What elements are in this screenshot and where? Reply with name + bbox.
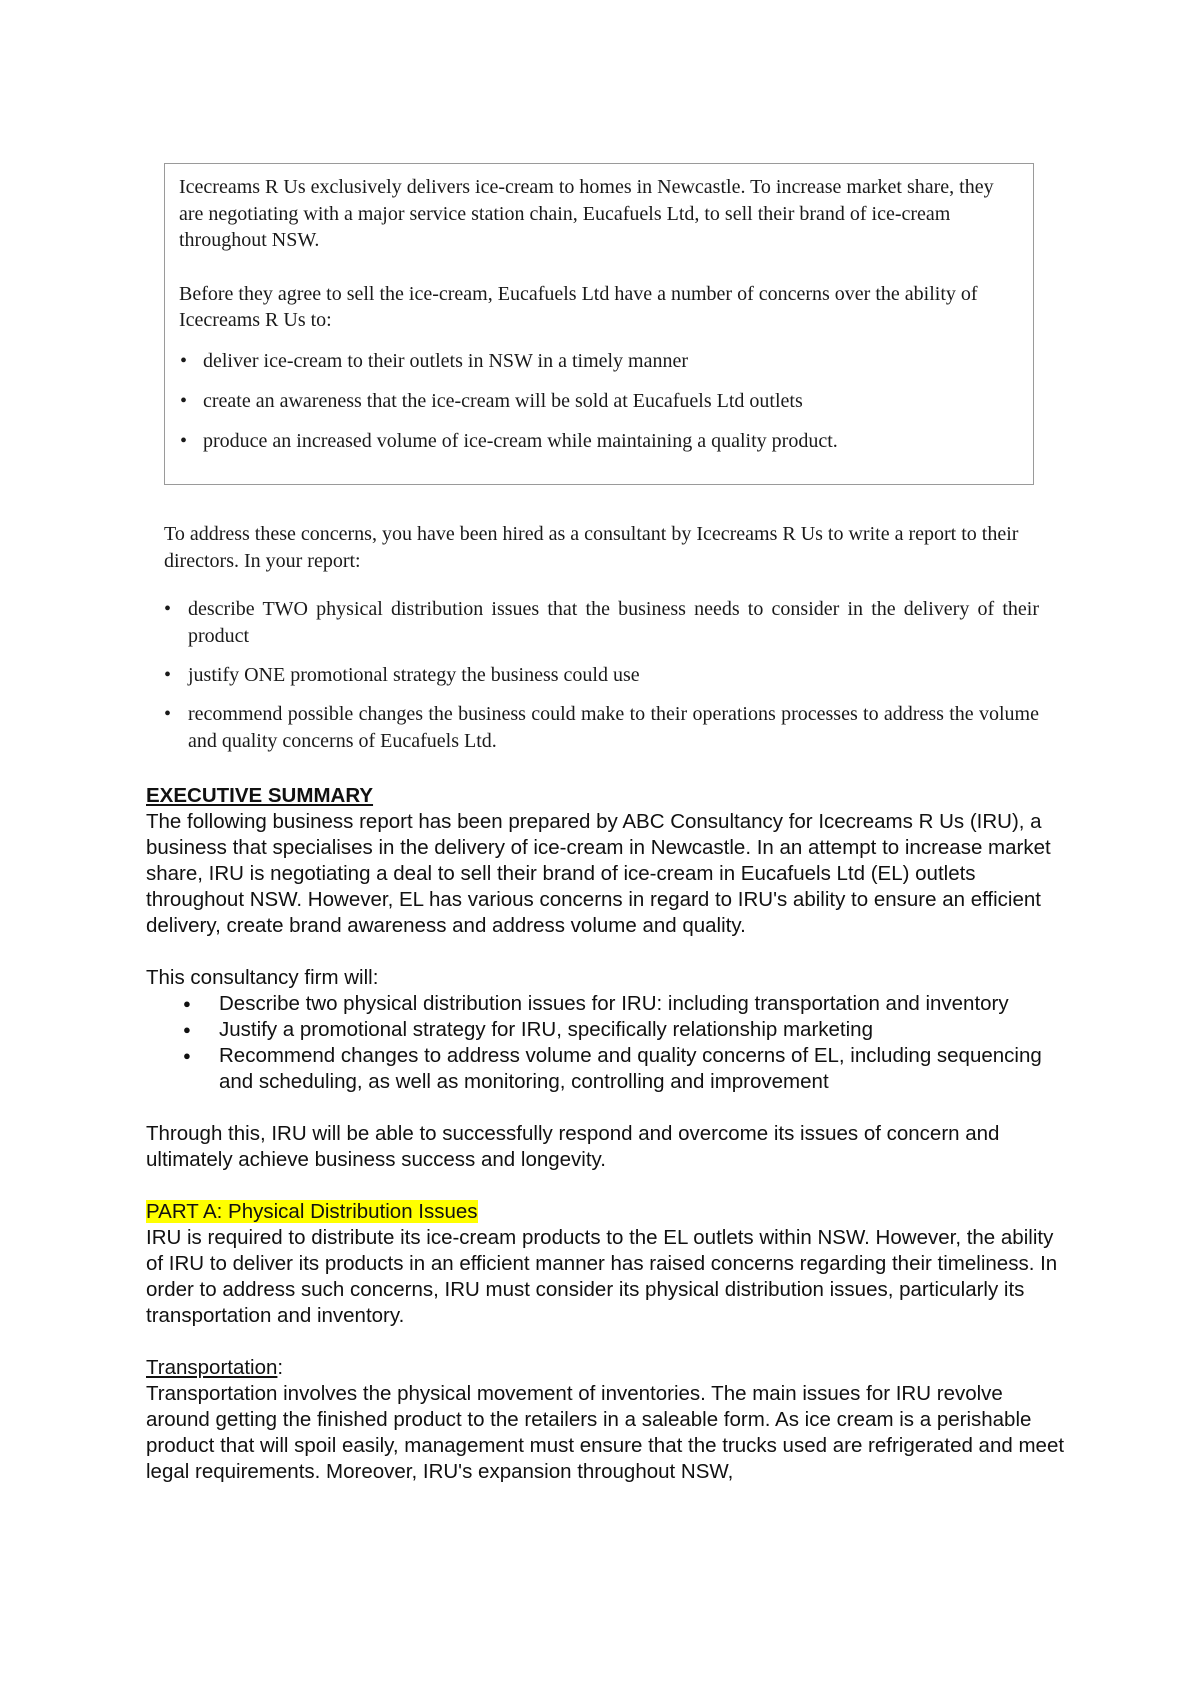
transportation-heading-line bbox=[146, 1355, 1068, 1381]
list-item: • justify ONE promotional strategy the business could use bbox=[164, 662, 1039, 689]
list-item: • deliver ice-cream to their outlets in NSW in a timely manner bbox=[179, 348, 1019, 375]
transportation-paragraph: Transportation involves the physical movement of inventories. The main issues for IRU revolve around getting the finished product to the retailers in a saleable form. As ice cream is a perishable product that will spoil easily, management must ensure that the trucks used are refrigerated and meet legal requirements. Moreover, IRU's expansion throughout NSW, bbox=[146, 1382, 1065, 1483]
scenario-concerns-list bbox=[179, 348, 1019, 455]
executive-summary-paragraph: The following business report has been prepared by ABC Consultancy for Icecreams R Us (IRU), a business that specialises in the delivery of ice-cream in Newcastle. In an attempt to increase market share, IRU is negotiating a deal to sell their brand of ice-cream in Eucafuels Ltd (EL) outlets throughout NSW. However, EL has various concerns in regard to IRU's ability to ensure an efficient delivery, create brand awareness and address volume and quality. bbox=[146, 810, 1051, 937]
conclusion-paragraph: Through this, IRU will be able to successfully respond and overcome its issues of concern and ultimately achieve business success and longevity. bbox=[146, 1122, 1000, 1171]
part-a-paragraph: IRU is required to distribute its ice-cream products to the EL outlets within NSW. However, the ability of IRU to deliver its products in an efficient manner has raised concerns regarding their timeliness. In order to address such concerns, IRU must consider its physical distribution issues, particularly its transportation and inventory. bbox=[146, 1226, 1058, 1327]
list-item: • create an awareness that the ice-cream will be sold at Eucafuels Ltd outlets bbox=[179, 388, 1019, 415]
firm-list bbox=[146, 991, 1068, 1095]
executive-summary-heading: EXECUTIVE SUMMARY bbox=[146, 784, 374, 807]
report-body bbox=[146, 783, 1068, 1485]
scenario-box bbox=[164, 163, 1034, 485]
list-item: ● Describe two physical distribution issues for IRU: including transportation and inventory bbox=[219, 991, 1068, 1017]
transportation-heading: Transportation bbox=[146, 1356, 278, 1379]
part-a-heading: PART A: Physical Distribution Issues bbox=[146, 1200, 478, 1223]
transportation-colon: : bbox=[277, 1356, 284, 1379]
scenario-intro: Icecreams R Us exclusively delivers ice-cream to homes in Newcastle. To increase market share, they are negotiating with a major service station chain, Eucafuels Ltd, to sell their brand of ice-cream throughout NSW. bbox=[179, 176, 994, 251]
task-instructions bbox=[164, 521, 1039, 767]
list-item: ● Recommend changes to address volume and quality concerns of EL, including sequencing and scheduling, as well as monitoring, controlling and improvement bbox=[219, 1043, 1068, 1095]
part-a-heading-line bbox=[146, 1199, 1068, 1225]
scenario-concerns-intro: Before they agree to sell the ice-cream, Eucafuels Ltd have a number of concerns over the ability of Icecreams R Us to: bbox=[179, 282, 978, 331]
list-item: • describe TWO physical distribution issues that the business needs to consider in the delivery of their product bbox=[164, 596, 1039, 650]
task-list bbox=[164, 596, 1039, 755]
task-intro: To address these concerns, you have been hired as a consultant by Icecreams R Us to write a report to their directors. In your report: bbox=[164, 523, 1019, 572]
list-item: • produce an increased volume of ice-cream while maintaining a quality product. bbox=[179, 428, 1019, 455]
list-item: ● Justify a promotional strategy for IRU, specifically relationship marketing bbox=[219, 1017, 1068, 1043]
firm-intro: This consultancy firm will: bbox=[146, 966, 379, 989]
list-item: • recommend possible changes the business could make to their operations processes to address the volume and quality concerns of Eucafuels Ltd. bbox=[164, 701, 1039, 755]
